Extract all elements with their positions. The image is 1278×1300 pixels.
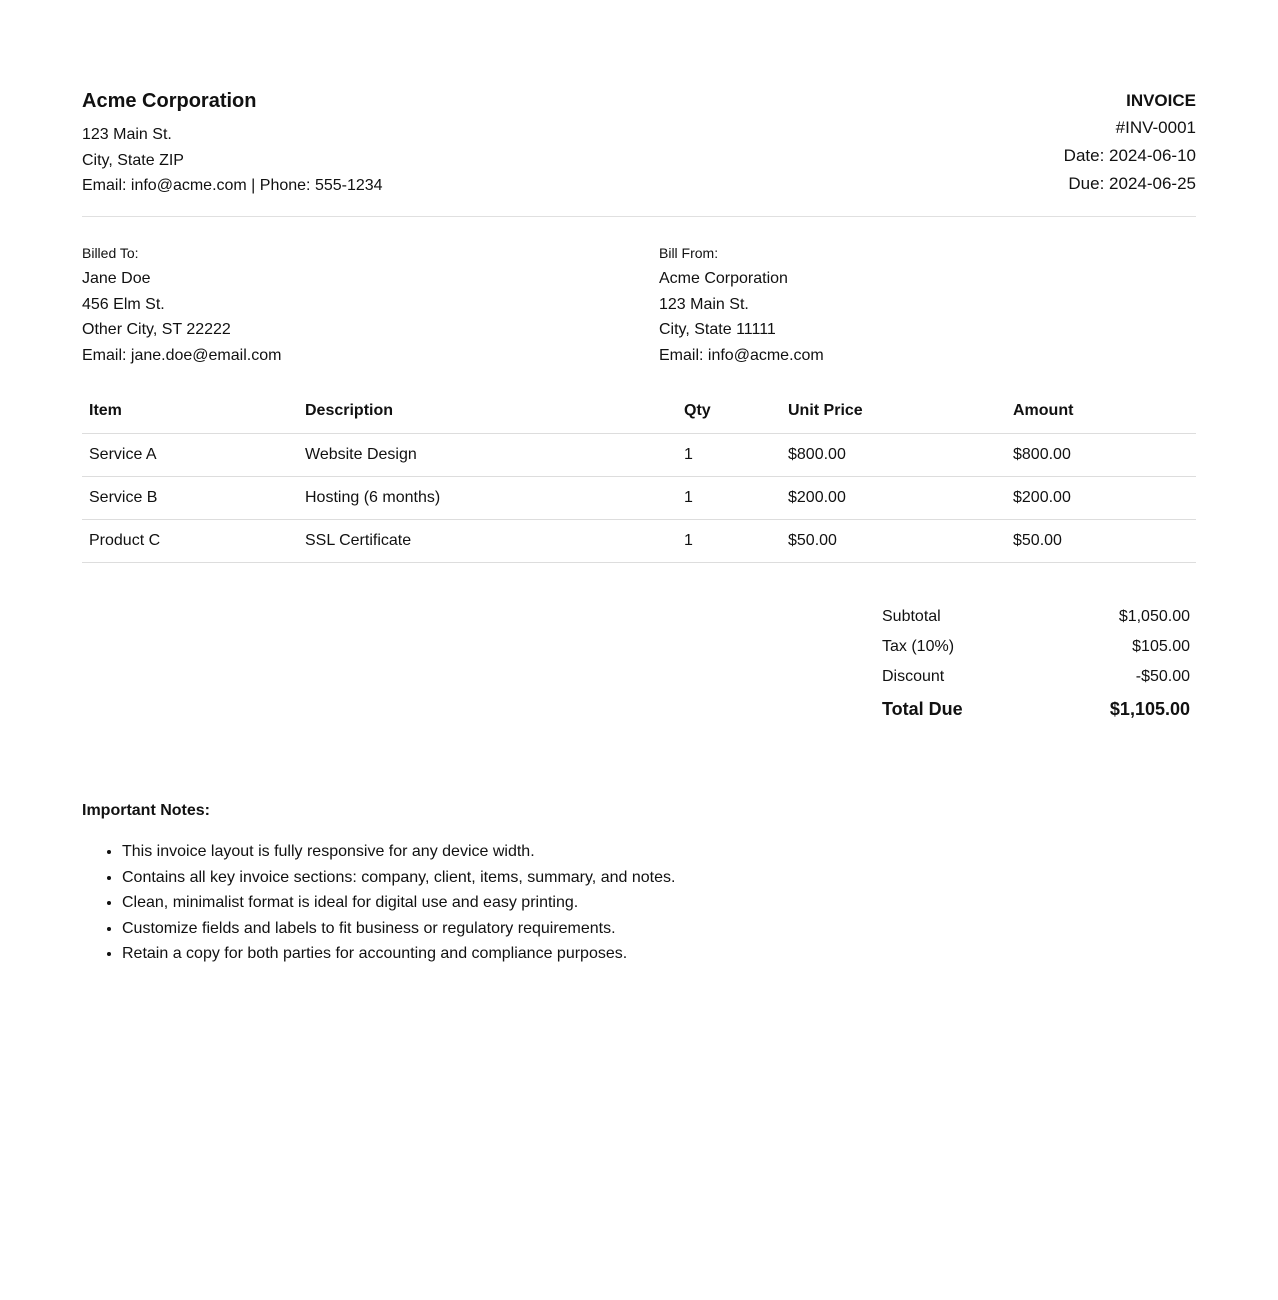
tax-label: Tax (10%) bbox=[882, 638, 955, 655]
list-item: • Contains all key invoice sections: company, client, items, summary, and notes. bbox=[122, 865, 1196, 891]
summary-tax-row bbox=[882, 634, 1196, 664]
list-item: • Clean, minimalist format is ideal for digital use and easy printing. bbox=[122, 890, 1196, 916]
cell-amount: $200.00 bbox=[1006, 476, 1196, 519]
cell-unit-price: $800.00 bbox=[781, 433, 1006, 476]
cell-item: Service A bbox=[82, 433, 298, 476]
cell-description: Website Design bbox=[298, 433, 677, 476]
invoice-header bbox=[82, 88, 1196, 200]
bill-from-email: Email: info@acme.com bbox=[659, 346, 824, 364]
header-divider bbox=[82, 216, 1196, 217]
list-item: • Retain a copy for both parties for accounting and compliance purposes. bbox=[122, 941, 1196, 967]
company-address-line1: 123 Main St. bbox=[82, 126, 172, 143]
table-row bbox=[82, 433, 1196, 476]
cell-amount: $50.00 bbox=[1006, 519, 1196, 562]
header-amount: Amount bbox=[1006, 390, 1196, 433]
company-contact: Email: info@acme.com | Phone: 555-1234 bbox=[82, 177, 383, 195]
header-unit-price: Unit Price bbox=[781, 390, 1006, 433]
header-qty: Qty bbox=[677, 390, 781, 433]
items-table bbox=[82, 390, 1196, 563]
cell-amount: $800.00 bbox=[1006, 433, 1196, 476]
discount-value: -$50.00 bbox=[1135, 668, 1190, 685]
subtotal-value: $1,050.00 bbox=[1118, 608, 1190, 625]
billed-to bbox=[82, 243, 622, 368]
cell-description: SSL Certificate bbox=[298, 519, 677, 562]
table-row bbox=[82, 519, 1196, 562]
cell-item: Product C bbox=[82, 519, 298, 562]
cell-unit-price: $200.00 bbox=[781, 476, 1006, 519]
cell-description: Hosting (6 months) bbox=[298, 476, 677, 519]
items-table-header-row bbox=[82, 390, 1196, 433]
header-description: Description bbox=[298, 390, 677, 433]
billed-to-email: Email: jane.doe@email.com bbox=[82, 346, 282, 364]
bill-from-address-line2: City, State 11111 bbox=[659, 321, 776, 339]
company-address bbox=[82, 122, 383, 199]
tax-value: $105.00 bbox=[1132, 638, 1190, 655]
cell-qty: 1 bbox=[677, 476, 781, 519]
subtotal-label: Subtotal bbox=[882, 608, 941, 625]
bill-from-heading: Bill From: bbox=[659, 245, 719, 261]
summary-total-row bbox=[882, 694, 1196, 728]
header-item: Item bbox=[82, 390, 298, 433]
cell-qty: 1 bbox=[677, 433, 781, 476]
cell-unit-price: $50.00 bbox=[781, 519, 1006, 562]
list-item: • Customize fields and labels to fit business or regulatory requirements. bbox=[122, 916, 1196, 942]
list-item: • This invoice layout is fully responsive for any device width. bbox=[122, 839, 1196, 865]
invoice-due-date: Due: 2024-06-25 bbox=[1068, 174, 1196, 193]
notes-title: Important Notes: bbox=[82, 802, 210, 819]
billed-to-address-line1: 456 Elm St. bbox=[82, 295, 165, 313]
billed-to-heading: Billed To: bbox=[82, 245, 139, 261]
total-due-label: Total Due bbox=[882, 699, 963, 719]
table-row bbox=[82, 476, 1196, 519]
total-due-value: $1,105.00 bbox=[1109, 699, 1190, 719]
invoice-number: #INV-0001 bbox=[1115, 118, 1196, 137]
bill-from bbox=[659, 243, 1199, 368]
company-name: Acme Corporation bbox=[82, 90, 257, 112]
summary-discount-row bbox=[882, 664, 1196, 694]
bill-from-name: Acme Corporation bbox=[659, 270, 788, 287]
cell-item: Service B bbox=[82, 476, 298, 519]
billed-to-address-line2: Other City, ST 22222 bbox=[82, 321, 231, 339]
company-address-line2: City, State ZIP bbox=[82, 151, 184, 169]
parties-section bbox=[82, 243, 1196, 373]
invoice-date: Date: 2024-06-10 bbox=[1063, 146, 1196, 165]
billed-to-name: Jane Doe bbox=[82, 270, 151, 287]
bill-from-address-line1: 123 Main St. bbox=[659, 295, 749, 313]
notes-list bbox=[82, 839, 1196, 967]
invoice-meta bbox=[1064, 88, 1196, 198]
summary-subtotal-row bbox=[882, 604, 1196, 634]
cell-qty: 1 bbox=[677, 519, 781, 562]
invoice-summary bbox=[882, 604, 1196, 728]
discount-label: Discount bbox=[882, 668, 945, 685]
notes-section bbox=[82, 800, 1196, 967]
invoice-title: INVOICE bbox=[1126, 91, 1196, 110]
